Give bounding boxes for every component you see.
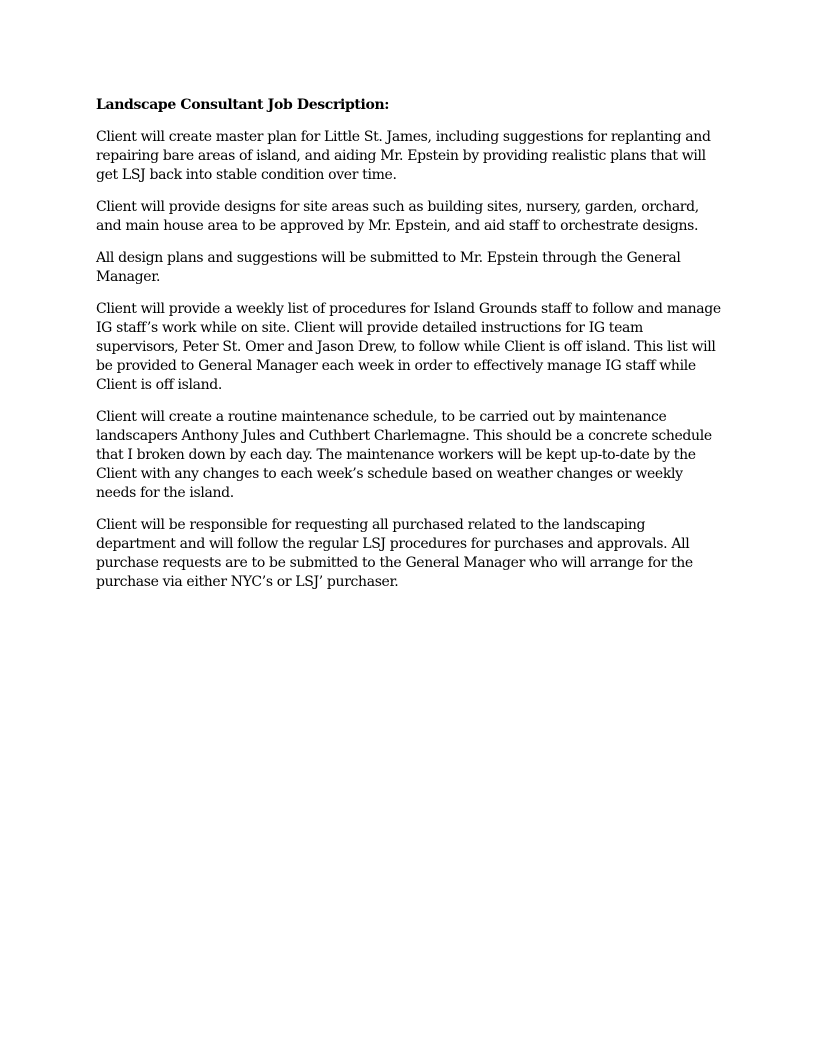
paragraph-purchasing: Client will be responsible for requesting all purchased related to the landscaping department and will follow the regular LSJ procedures for purchases and approvals. All purchase requests are to be submitted to the General Manager who will arrange for the purchase via either NYC’s or LSJ’ purchaser.: [96, 517, 693, 590]
paragraph-master-plan: Client will create master plan for Little St. James, including suggestions for replanting and repairing bare areas of island, and aiding Mr. Epstein by providing realistic plans that will get LSJ back into stable condition over time.: [96, 129, 711, 183]
paragraph-maintenance-schedule: Client will create a routine maintenance schedule, to be carried out by maintenance landscapers Anthony Jules and Cuthbert Charlemagne. This should be a concrete schedule that I broken down by each day. The maintenance workers will be kept up-to-date by the Client with any changes to each week’s schedule based on weather changes or weekly needs for the island.: [96, 409, 712, 501]
paragraph-submission: All design plans and suggestions will be submitted to Mr. Epstein through the General Manager.: [96, 250, 681, 285]
document-body: [96, 96, 726, 605]
paragraph-weekly-procedures: Client will provide a weekly list of procedures for Island Grounds staff to follow and manage IG staff’s work while on site. Client will provide detailed instructions for IG team supervisors, Peter St. Omer and Jason Drew, to follow while Client is off island. This list will be provided to General Manager each week in order to effectively manage IG staff while Client is off island.: [96, 301, 721, 393]
document-heading: Landscape Consultant Job Description:: [96, 97, 390, 113]
paragraph-site-designs: Client will provide designs for site areas such as building sites, nursery, garden, orchard, and main house area to be approved by Mr. Epstein, and aid staff to orchestrate designs.: [96, 199, 699, 234]
